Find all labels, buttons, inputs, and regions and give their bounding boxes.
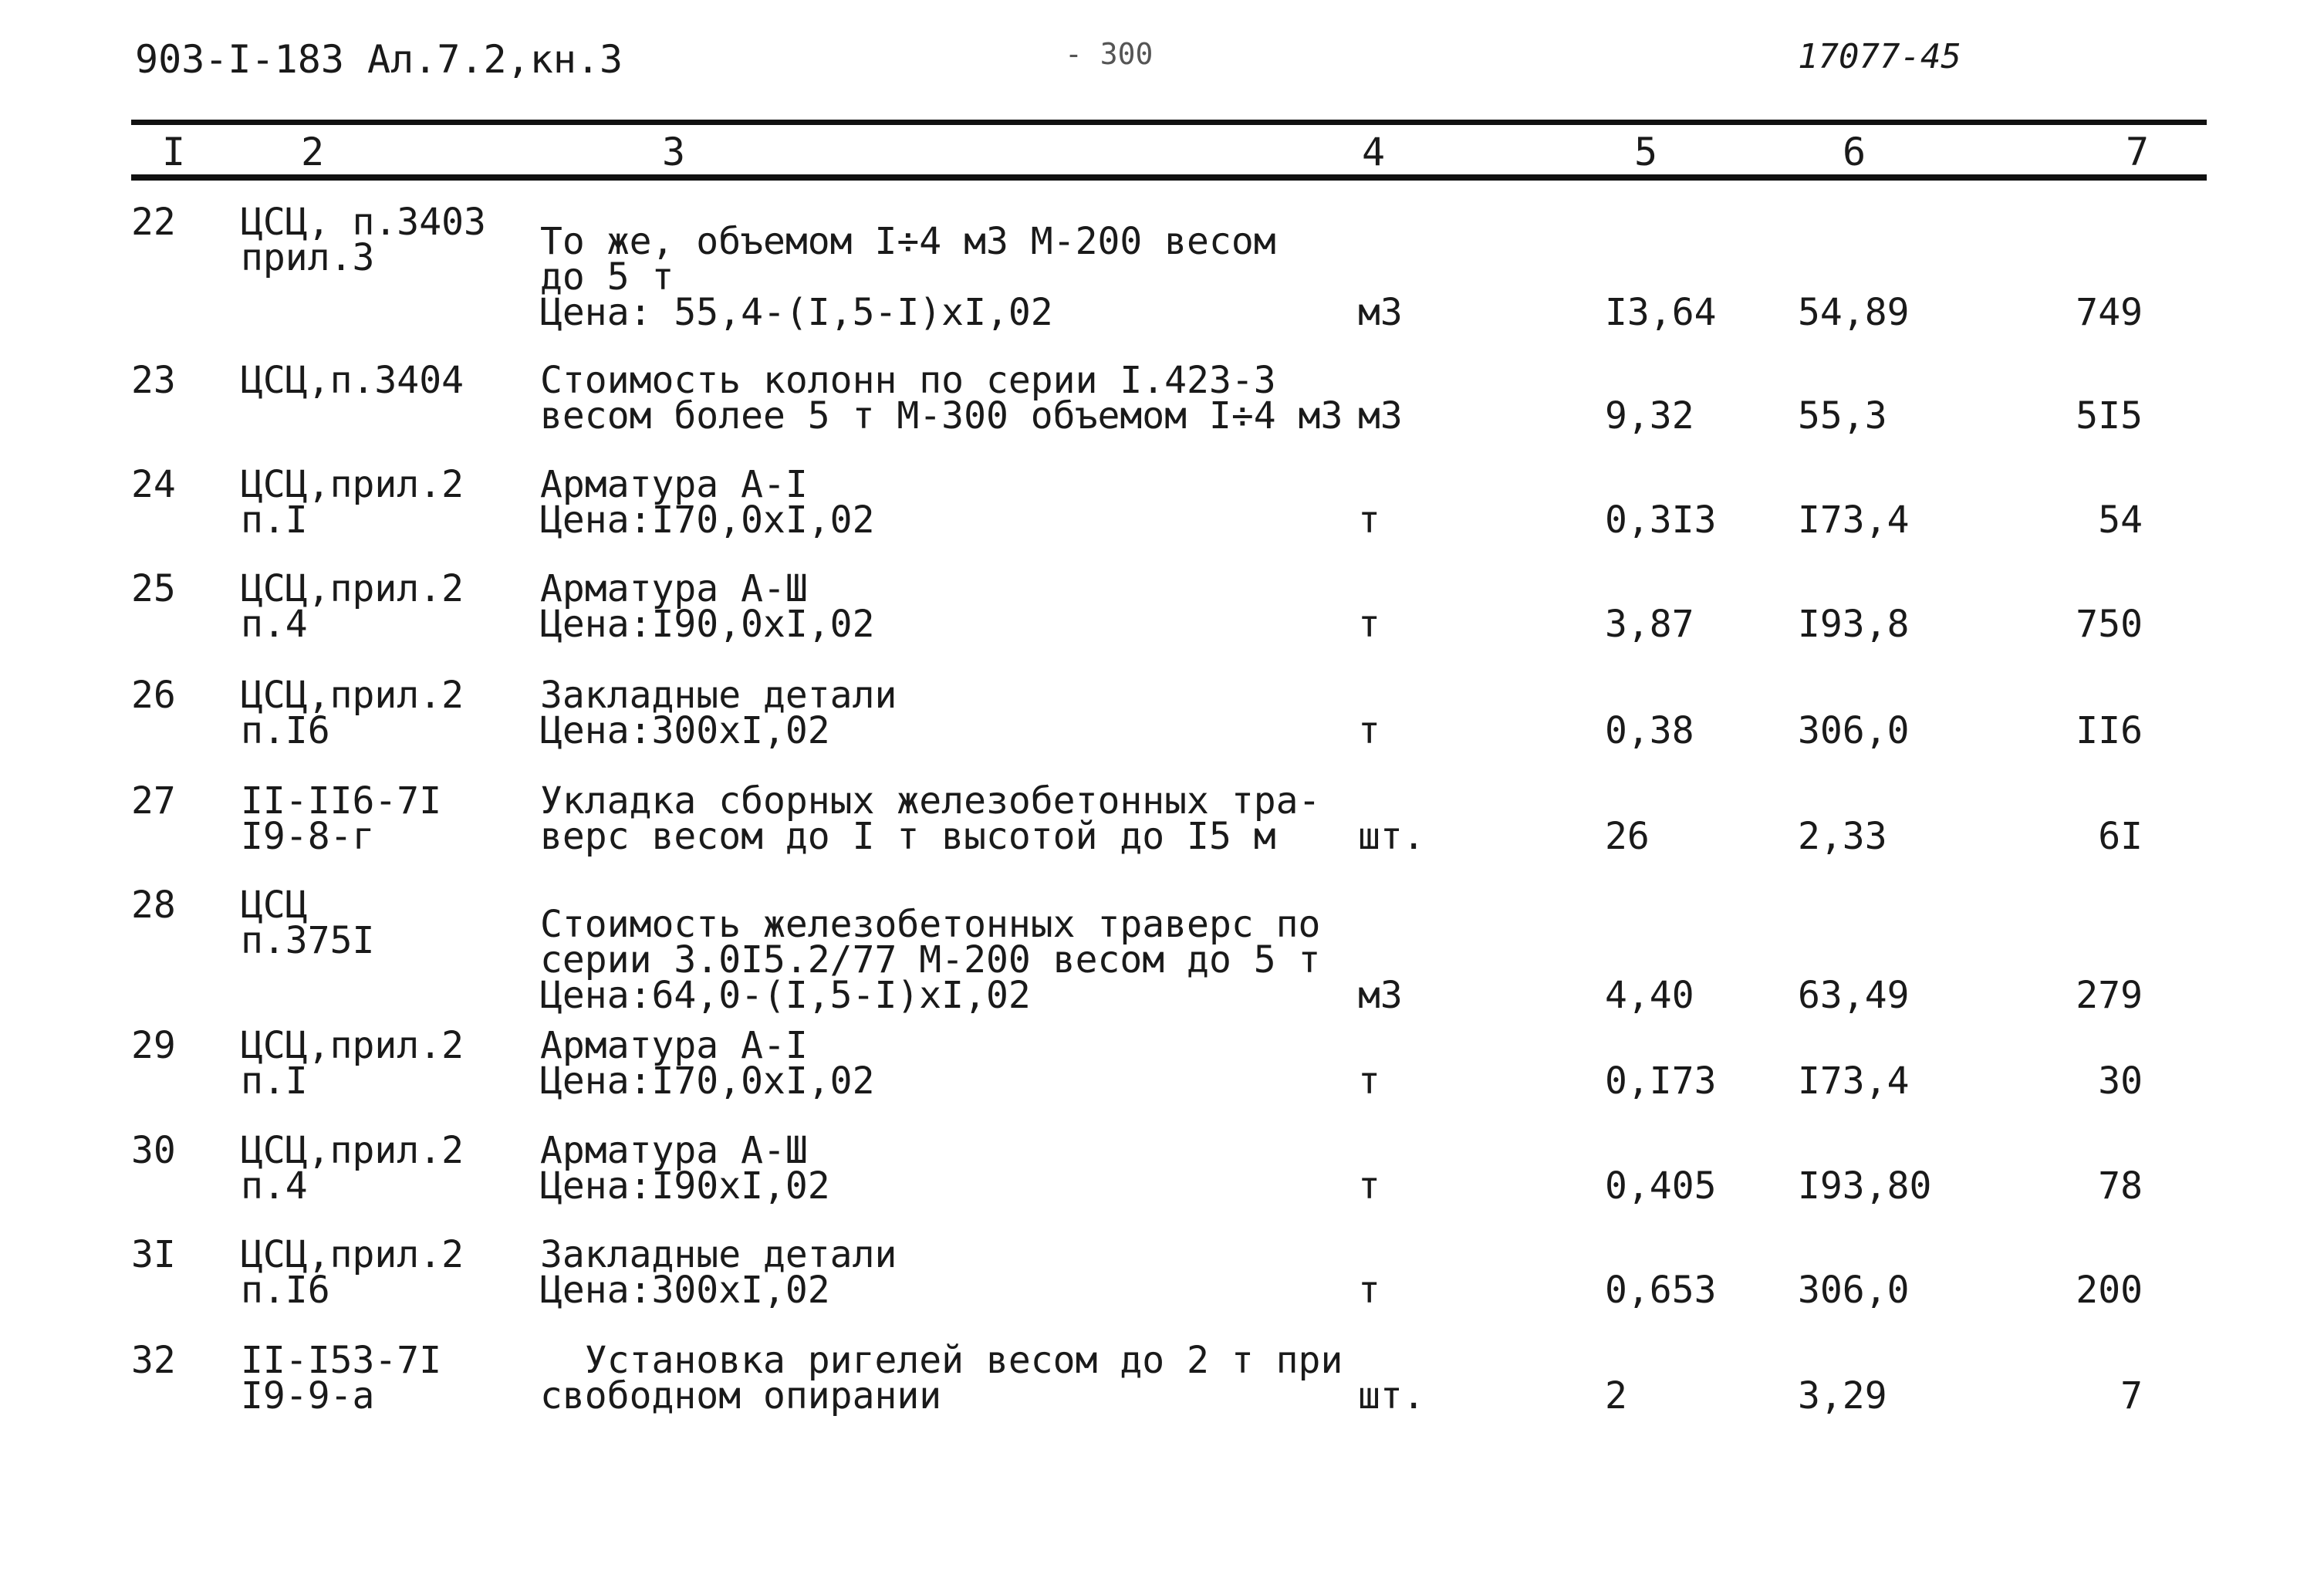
row-quantity: 9,32 (1605, 394, 1694, 438)
row-number: 3I (131, 1233, 176, 1276)
row-description (540, 903, 1321, 1017)
document-number: 17077-45 (1798, 37, 1961, 76)
row-unit-price: I93,80 (1798, 1164, 1932, 1208)
row-code-line: ЦСЦ, п.3403 (241, 201, 486, 244)
row-code (241, 674, 464, 752)
row-quantity: 0,38 (1605, 709, 1694, 752)
row-code (241, 779, 442, 858)
column-header-6: 6 (1843, 130, 1866, 174)
row-unit-price: I93,8 (1798, 603, 1910, 646)
row-number: 25 (131, 567, 176, 610)
row-total: 78 (2098, 1164, 2143, 1208)
row-description (540, 1129, 830, 1208)
row-code-line: п.I6 (241, 1269, 330, 1312)
row-code-line: ЦСЦ,п.3404 (241, 359, 464, 402)
row-number: 26 (131, 674, 176, 717)
row-number: 32 (131, 1339, 176, 1382)
row-unit: т (1358, 603, 1380, 646)
row-quantity: I3,64 (1605, 291, 1717, 334)
row-unit: м3 (1358, 394, 1403, 438)
row-code-line: I9-9-а (241, 1374, 375, 1418)
row-unit-price: 55,3 (1798, 394, 1887, 438)
header-rule-bottom (131, 174, 2207, 181)
row-total: II6 (2076, 709, 2143, 752)
row-description (540, 1024, 875, 1103)
row-quantity: 26 (1605, 815, 1650, 858)
row-unit: т (1358, 498, 1380, 542)
row-total: 7 (2120, 1374, 2143, 1418)
row-unit-price: 2,33 (1798, 815, 1887, 858)
row-code-line: п.4 (241, 1164, 308, 1208)
row-total: 750 (2076, 603, 2143, 646)
row-total: 5I5 (2076, 394, 2143, 438)
row-quantity: 0,3I3 (1605, 498, 1717, 542)
row-code-line: ЦСЦ,прил.2 (241, 1129, 464, 1172)
row-description-line: Цена:I70,0xI,02 (540, 498, 875, 542)
row-code-line: п.I6 (241, 709, 330, 752)
row-total: 54 (2098, 498, 2143, 542)
column-header-1: I (162, 130, 186, 174)
row-code-line: ЦСЦ,прил.2 (241, 1024, 464, 1067)
row-total: 279 (2076, 974, 2143, 1017)
row-unit: шт. (1358, 1374, 1425, 1418)
row-code-line: п.4 (241, 603, 308, 646)
row-total: 6I (2098, 815, 2143, 858)
row-unit: шт. (1358, 815, 1425, 858)
row-description-line: То же, объемом I÷4 м3 М-200 весом (540, 220, 1276, 263)
row-code-line: II-I53-7I (241, 1339, 442, 1382)
row-description (540, 463, 875, 542)
row-description-line: Цена:I90xI,02 (540, 1164, 830, 1208)
row-total: 749 (2076, 291, 2143, 334)
row-description (540, 220, 1276, 334)
row-code (241, 1129, 464, 1208)
row-code-line: ЦСЦ,прил.2 (241, 674, 464, 717)
row-description-line: Арматура А-I (540, 1024, 808, 1067)
row-unit-price: 54,89 (1798, 291, 1910, 334)
row-unit: т (1358, 1164, 1380, 1208)
row-description-line: верс весом до I т высотой до I5 м (540, 815, 1276, 858)
row-unit-price: I73,4 (1798, 498, 1910, 542)
row-description-line: Стоимость колонн по серии I.423-3 (540, 359, 1276, 402)
row-code-line: ЦСЦ,прил.2 (241, 463, 464, 506)
row-description-line: Цена:300xI,02 (540, 1269, 830, 1312)
row-unit-price: 3,29 (1798, 1374, 1887, 1418)
row-code (241, 201, 486, 279)
row-number: 24 (131, 463, 176, 506)
row-description (540, 567, 875, 646)
row-description-line: Цена:I90,0xI,02 (540, 603, 875, 646)
row-description-line: Цена: 55,4-(I,5-I)xI,02 (540, 291, 1053, 334)
row-unit-price: 306,0 (1798, 1269, 1910, 1312)
row-code-line: ЦСЦ,прил.2 (241, 567, 464, 610)
row-unit: т (1358, 709, 1380, 752)
row-quantity: 0,405 (1605, 1164, 1717, 1208)
column-header-5: 5 (1634, 130, 1658, 174)
row-description-line: Цена:300xI,02 (540, 709, 830, 752)
row-description-line: Закладные детали (540, 1233, 897, 1276)
row-quantity: 0,I73 (1605, 1059, 1717, 1103)
row-code-line: п.375I (241, 919, 375, 962)
row-code (241, 359, 464, 402)
row-number: 23 (131, 359, 176, 402)
row-description-line: Арматура А-I (540, 463, 808, 506)
row-unit-price: 306,0 (1798, 709, 1910, 752)
row-description-line: свободном опирании (540, 1374, 942, 1418)
page-mark: - 300 (1065, 37, 1154, 71)
row-quantity: 3,87 (1605, 603, 1694, 646)
row-code-line: п.I (241, 498, 308, 542)
row-code (241, 463, 464, 542)
header-rule-top (131, 120, 2207, 125)
column-header-4: 4 (1362, 130, 1386, 174)
row-code-line: II-II6-7I (241, 779, 442, 823)
row-total: 200 (2076, 1269, 2143, 1312)
row-code (241, 567, 464, 646)
row-total: 30 (2098, 1059, 2143, 1103)
row-code (241, 1339, 442, 1418)
row-description-line: Арматура А-Ш (540, 567, 808, 610)
row-description (540, 1233, 897, 1312)
row-description-line: Установка ригелей весом до 2 т при (540, 1339, 1343, 1382)
row-description-line: до 5 т (540, 255, 674, 299)
row-unit: т (1358, 1269, 1380, 1312)
row-description-line: Цена:64,0-(I,5-I)xI,02 (540, 974, 1031, 1017)
row-number: 30 (131, 1129, 176, 1172)
row-description-line: серии 3.0I5.2/77 М-200 весом до 5 т (540, 938, 1321, 982)
row-unit-price: I73,4 (1798, 1059, 1910, 1103)
row-description (540, 1339, 1343, 1418)
row-number: 29 (131, 1024, 176, 1067)
document-code: 903-I-183 Ал.7.2,кн.3 (135, 37, 623, 82)
row-description-line: Цена:I70,0xI,02 (540, 1059, 875, 1103)
row-number: 22 (131, 201, 176, 244)
row-unit: м3 (1358, 291, 1403, 334)
row-unit-price: 63,49 (1798, 974, 1910, 1017)
row-code-line: п.I (241, 1059, 308, 1103)
row-description-line: Стоимость железобетонных траверс по (540, 903, 1321, 946)
row-code (241, 884, 375, 962)
row-description-line: Укладка сборных железобетонных тра- (540, 779, 1321, 823)
row-description-line: весом более 5 т М-300 объемом I÷4 м3 (540, 394, 1343, 438)
row-code-line: ЦСЦ,прил.2 (241, 1233, 464, 1276)
row-code-line: прил.3 (241, 236, 375, 279)
row-description (540, 359, 1343, 438)
row-description-line: Закладные детали (540, 674, 897, 717)
row-quantity: 4,40 (1605, 974, 1694, 1017)
row-unit: м3 (1358, 974, 1403, 1017)
column-header-3: 3 (662, 130, 686, 174)
row-description (540, 674, 897, 752)
column-header-7: 7 (2126, 130, 2150, 174)
row-quantity: 2 (1605, 1374, 1627, 1418)
row-number: 28 (131, 884, 176, 927)
row-code-line: I9-8-г (241, 815, 375, 858)
row-code (241, 1024, 464, 1103)
row-unit: т (1358, 1059, 1380, 1103)
row-code (241, 1233, 464, 1312)
row-code-line: ЦСЦ (241, 884, 308, 927)
row-description (540, 779, 1321, 858)
row-number: 27 (131, 779, 176, 823)
column-header-2: 2 (301, 130, 325, 174)
row-quantity: 0,653 (1605, 1269, 1717, 1312)
row-description-line: Арматура А-Ш (540, 1129, 808, 1172)
